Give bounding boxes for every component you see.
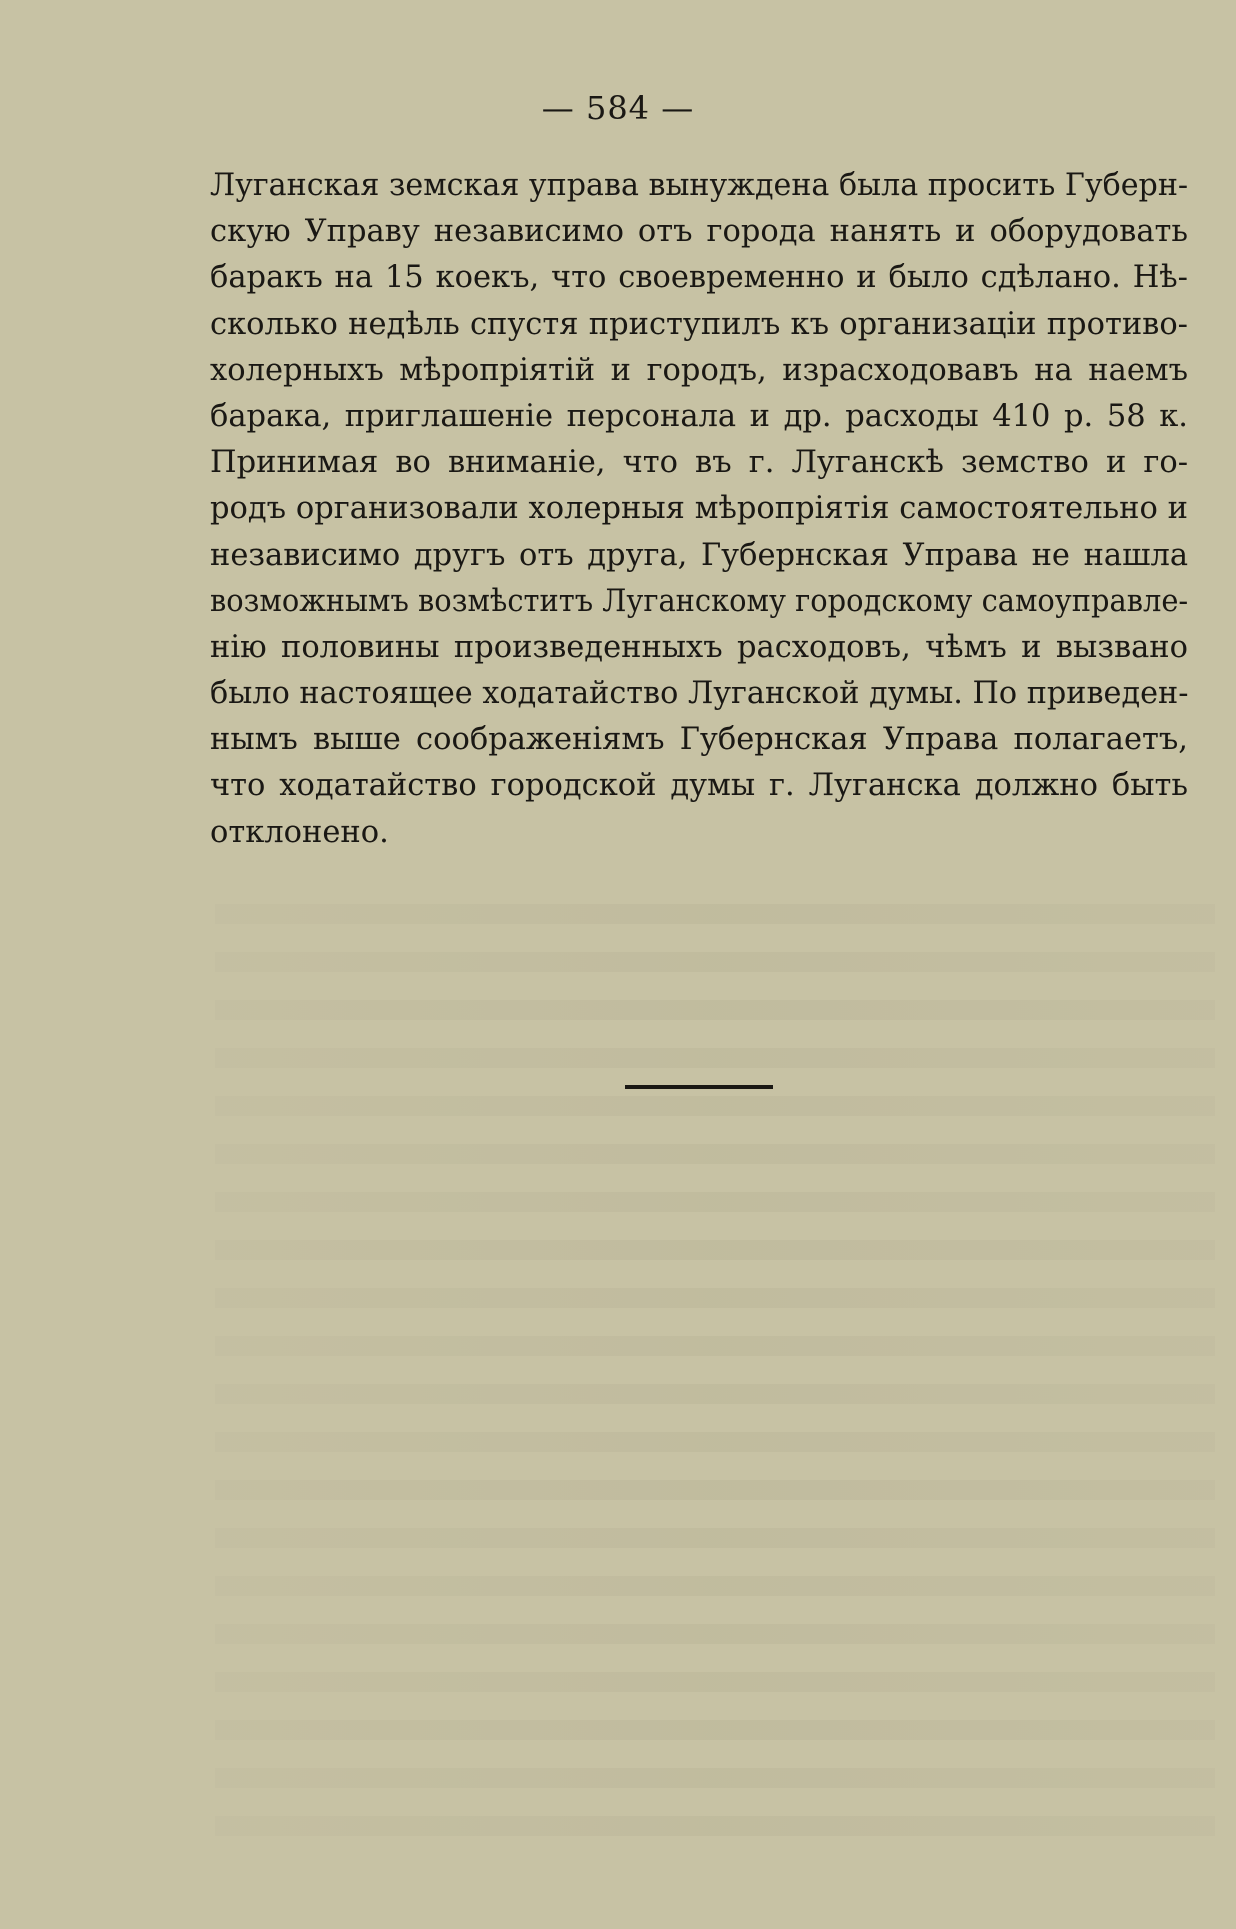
text-line: родъ организовали холерныя мѣропріятія самостоятельно и	[210, 491, 1188, 527]
text-line: баракъ на 15 коекъ, что своевременно и было сдѣлано. Нѣ-	[210, 260, 1188, 296]
text-line: нію половины произведенныхъ расходовъ, чѣмъ и вызвано	[210, 629, 1188, 665]
text-line: сколько недѣль спустя приступилъ къ организаціи противо-	[210, 306, 1188, 342]
page-number: — 584 —	[541, 89, 695, 127]
text-line: барака, приглашеніе персонала и др. расходы 410 р. 58 к.	[210, 398, 1188, 434]
section-divider-rule	[625, 1085, 773, 1089]
text-line: что ходатайство городской думы г. Луганска должно быть	[210, 768, 1188, 804]
text-line: холерныхъ мѣропріятій и городъ, израсходовавъ на наемъ	[210, 352, 1188, 388]
text-line: Луганская земская управа вынуждена была просить Губерн-	[210, 168, 1189, 203]
text-line: было настоящее ходатайство Луганской думы. По приведен-	[210, 676, 1189, 712]
text-line: отклонено.	[210, 814, 389, 850]
text-line: возможнымъ возмѣститъ Луганскому городскому самоуправле-	[210, 583, 1189, 619]
body-paragraph	[210, 163, 1188, 856]
text-line: независимо другъ отъ друга, Губернская Управа не нашла	[210, 537, 1188, 573]
text-line: нымъ выше соображеніямъ Губернская Управа полагаетъ,	[210, 722, 1188, 758]
text-line: Принимая во вниманіе, что въ г. Луганскѣ земство и го-	[210, 445, 1188, 481]
text-line: скую Управу независимо отъ города нанять и оборудовать	[210, 214, 1188, 250]
